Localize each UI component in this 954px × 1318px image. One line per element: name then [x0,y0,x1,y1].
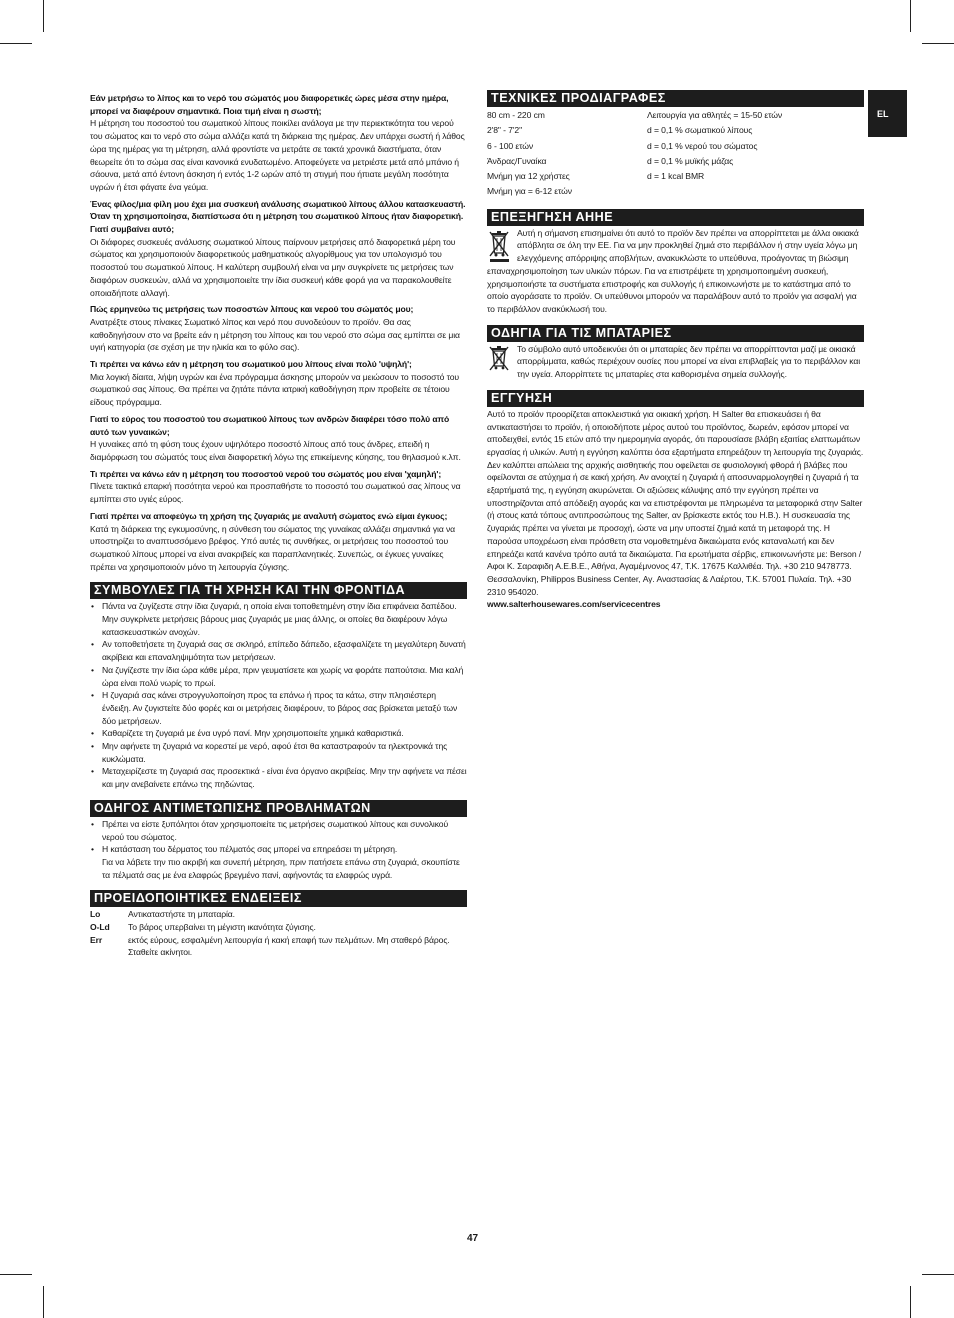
warning-text: εκτός εύρους, εσφαλμένη λειτουργία ή κακή επαφή των πελμάτων. Μη σταθερό βάρος. Σταθείτε ακίνητοι. [128,934,450,958]
faq-item [90,92,467,194]
faq-answer: Ανατρέξτε στους πίνακες Σωματικό λίπος και νερό που συνοδεύουν το προϊόν. Θα σας καθοδηγήσουν στο να βρείτε εάν η μέτρηση του λίπους και του νερού στο σώμα σας εμπίπτει σε μια υγιή κατηγορία (σε σχέση με την ηλικία και το φύλο σας). [90,316,460,353]
faq-answer: Οι διάφορες συσκευές ανάλυσης σωματικού λίπους παίρνουν μετρήσεις από διαφορετικά μέρη του σώματος και χρησιμοποιούν διαφορετικούς μαθηματικούς αλγορίθμους για τον υπολογισμό του ποσοστού του σωματικού λίπους. Η καλύτερη συμβουλή είναι να μην συγκρίνετε τις μετρήσεις των διαφόρων συσκευών, αλλά να χρησιμοποιείτε την ίδια συσκευή κάθε φορά για να παρακολουθείτε οποιαδήποτε αλλαγή. [90,236,456,298]
list-item [90,638,467,663]
table-row [90,908,467,921]
list-item [90,843,467,881]
battery-heading: ΟΔΗΓΙΑ ΓΙΑ ΤΙΣ ΜΠΑΤΑΡΙΕΣ [487,325,864,342]
page-number: 47 [467,1233,479,1244]
list-item-text: Να ζυγίζεστε την ίδια ώρα κάθε μέρα, πριν γευματίσετε και χωρίς να φοράτε παπούτσια. Μια καλή ώρα είναι πολύ νωρίς το πρωί. [102,664,464,688]
list-item-text: Μην αφήνετε τη ζυγαριά να κορεστεί με νερό, αφού έτσι θα καταστραφούν τα ηλεκτρονικά της κυκλώματα. [102,741,448,764]
battery-paragraph [487,343,864,381]
faq-section [90,92,467,573]
faq-answer: Η γυναίκες από τη φύση τους έχουν υψηλότερο ποσοστό λίπους από τους άνδρες, επειδή η διαμόρφωση του σώματός τους είναι διαφορετική λόγω της επικείμενης κύησης, του θηλασμού κ.λπ. [90,439,461,462]
crossed-bin-icon [487,345,513,371]
faq-answer: Μια λογική δίαιτα, λήψη υγρών και ένα πρόγραμμα άσκησης μπορούν να μειώσουν το ποσοστό του σωματικού σας λίπους. Θα πρέπει να ζητάτε πάντα ιατρική καθοδήγηση πριν προβείτε σε τέτοιου είδους πρόγραμμα. [90,371,460,408]
troubleshooting-heading: ΟΔΗΓΟΣ ΑΝΤΙΜΕΤΩΠΙΣΗΣ ΠΡΟΒΛΗΜΑΤΩΝ [90,800,467,817]
service-url-link[interactable]: www.salterhousewares.com/servicecentres [487,599,661,610]
spec-cell: 6 - 100 ετών [487,140,534,151]
warnings-heading: ΠΡΟΕΙΔΟΠΟΙΗΤΙΚΕΣ ΕΝΔΕΙΞΕΙΣ [90,890,467,907]
crop-mark [43,1286,44,1318]
list-item-text: Η ζυγαριά σας κάνει στρογγυλοποίηση προς τα επάνω ή προς τα κάτω, στην πλησιέστερη ένδειξη. Αν ζυγιστείτε δύο φορές και οι μετρήσεις διαφέρουν, το βάρος σας βρίσκεται μεταξύ των δύο μετρήσεων. [102,690,458,726]
crossed-bin-icon [487,229,513,263]
weee-text: Αυτή η σήμανση επισημαίνει ότι αυτό το προϊόν δεν πρέπει να απορρίπτεται με άλλα οικιακά απόβλητα σε όλη την ΕΕ. Για να μην προκληθεί ζημιά στο περιβάλλον ή στην υγεία λόγω μη ελεγχόμενης απόρριψης αποβλήτων, ανακυκλώστε το υπεύθυνα, προάγοντας τη βιώσιμη επαναχρησιμοποίηση των υλικών πόρων. Για να επιστρέψετε τη χρησιμοποιημένη συσκευή, χρησιμοποιήστε τα συστήματα επιστροφής και συλλογής ή επικοινωνήστε με το κατάστημα από το οποίο αγοράσατε το προϊόν. Οι υπεύθυνοι μπορούν να παραλάβουν αυτό το προϊόν για ασφαλή για το περιβάλλον ανακύκλωσή του. [487,227,859,314]
list-item-text: Καθαρίζετε τη ζυγαριά με ένα υγρό πανί. Μην χρησιμοποιείτε χημικά καθαριστικά. [102,728,404,739]
list-item-continuation: Μην συγκρίνετε μετρήσεις βάρους μιας ζυγαριάς με μιας άλλης, οι οποίες θα διαφέρουν λόγω κατασκευαστικών ανοχών. [102,614,448,637]
table-row [487,139,864,154]
crop-mark [0,43,32,44]
faq-question: Γιατί πρέπει να αποφεύγω τη χρήση της ζυγαριάς με αναλυτή σώματος ενώ είμαι έγκυος; [90,510,448,521]
faq-question: Ένας φίλος/μια φίλη μου έχει μια συσκευή ανάλυσης σωματικού λίπους άλλου κατασκευαστή. Όταν τη χρησιμοποίησα, διαπίστωσα ότι η μέτρηση του σωματικού λίπους ήταν διαφορετική. Γιατί συμβαίνει αυτό; [90,198,466,235]
list-item [90,818,467,843]
faq-question: Εάν μετρήσω το λίπος και το νερό του σώματός μου διαφορετικές ώρες μέσα στην ημέρα, μπορεί να διαφέρουν σημαντικά. Ποια τιμή είναι η σωστή; [90,93,449,116]
crop-mark [922,43,954,44]
faq-item [90,303,467,354]
list-item [90,689,467,727]
list-item [90,727,467,740]
warning-code: O-Ld [90,922,110,933]
table-row [487,123,864,138]
list-item-text: Μεταχειρίζεστε τη ζυγαριά σας προσεκτικά - είναι ένα όργανο ακριβείας. Μην την αφήνετε να πέσει και μην ανεβαίνετε επάνω της πηδώντας. [102,766,467,790]
crop-mark [0,1274,32,1275]
table-row [487,169,864,184]
spec-cell: d = 0,1 % νερού του σώματος [647,140,758,151]
weee-paragraph [487,227,864,316]
right-column [487,90,864,611]
spec-cell: 80 cm - 220 cm [487,110,545,120]
spec-cell: Άνδρας/Γυναίκα [487,155,547,166]
table-row [90,934,467,959]
list-item [90,664,467,689]
list-item-text: Πάντα να ζυγίζεστε στην ίδια ζυγαριά, η οποία είναι τοποθετημένη στην ίδια επιφάνεια δαπέδου. [102,601,457,612]
crop-mark [910,1286,911,1318]
warning-code: Err [90,934,103,945]
warning-code: Lo [90,909,101,920]
spec-cell: d = 0,1 % μυϊκής μάζας [647,155,734,166]
faq-question: Τι πρέπει να κάνω εάν η μέτρηση του σωματικού μου λίπους είναι πολύ 'υψηλή'; [90,359,412,370]
warranty-text: Αυτό το προϊόν προορίζεται αποκλειστικά για οικιακή χρήση. Η Salter θα επισκευάσει ή θα αντικαταστήσει το προϊόν, ή οποιοδήποτε μέρος αυτού του προϊόντος, δωρεάν, εφόσον μπορεί να αποδειχθεί, εντός 15 ετών από την ημερομηνία αγοράς, ότι παρουσίασε βλάβη εξαιτίας ελαττωμάτων εργασίας ή υλικών. Αυτή η εγγύηση καλύπτει όσα εξαρτήματα επηρεάζουν τη λειτουργία της ζυγαριάς. Δεν καλύπτει απώλεια της αρχικής αισθητικής που οφείλεται σε φυσιολογική φθορά ή βλάβες που οφείλονται σε ατύχημα ή σε κακή χρήση. Αν ανοιχτεί η ζυγαριά ή αποσυναρμολογηθεί η ζυγαριά ή τα εξαρτήματά της, η εγγύηση ακυρώνεται. Οι αξιώσεις κάλυψης από την εγγύηση πρέπει να υποστηρίζονται από απόδειξη αγοράς και να επιστρέφονται με πληρωμένα τα μεταφορικά στην Salter (ή στους κατά τόπους αντιπροσώπους της Salter, αν βρίσκεστε εκτός του Η.Β.). Η συσκευασία της ζυγαριάς πρέπει να γίνεται με προσοχή, ώστε να μην υποστεί ζημιά κατά τη μεταφορά της. Η παρούσα υποχρέωση είναι πρόσθετη στα νομοθετημένα δικαιώματα ενός καταναλωτή και δεν επηρεάζει κατά κανένα τρόπο αυτά τα δικαιώματα. Για ερωτήματα σέρβις, επικοινωνήστε με: Berson / Αφοι Κ. Σαραφιδη Α.Ε.Β.Ε., Αθήνα, Αγαμέμνονος 47, Τ.Κ. 17675 Καλλιθέα. Τηλ. +30 210 9478773. Θεσσαλονίκη, Philippos Business Center, Αγ. Αναστασίας & Λαέρτου, Τ.Κ. 57001 Πυλαία. Τηλ. +30 2310 954020. [487,408,864,597]
troubleshooting-list [90,818,467,882]
list-item-text: Η κατάσταση του δέρματος του πέλματός σας μπορεί να επηρεάσει τη μέτρηση. [102,844,398,855]
table-row [487,154,864,169]
crop-mark [43,0,44,32]
table-row [487,108,864,123]
spec-cell: d = 1 kcal BMR [647,171,705,182]
specs-heading: ΤΕΧΝΙΚΕΣ ΠΡΟΔΙΑΓΡΑΦΕΣ [487,90,864,107]
language-tab: EL [868,90,907,137]
faq-answer: Κατά τη διάρκεια της εγκυμοσύνης, η σύνθεση του σώματος της γυναίκας αλλάζει σημαντικά για να υποστηρίζει το αναπτυσσόμενο βρέφος. Υπό αυτές τις συνθήκες, οι μετρήσεις του ποσοστού του σωματικού λίπους μπορεί να είναι ανακριβείς και παραπλανητικές. Συνεπώς, οι έγκυες γυναίκες πρέπει να χρησιμοποιούν μόνο τη λειτουργία ζύγισης. [90,523,456,572]
battery-text: Το σύμβολο αυτό υποδεικνύει ότι οι μπαταρίες δεν πρέπει να απορρίπτονται μαζί με οικιακά απορρίμματα, καθώς περιέχουν ουσίες που μπορεί να είναι επιβλαβείς για το περιβάλλον και την υγεία. Απορρίπτετε τις μπαταρίες στα καθορισμένα σημεία συλλογής. [517,343,861,380]
list-item [90,600,467,638]
warranty-heading: ΕΓΓΥΗΣΗ [487,390,864,407]
list-item-text: Πρέπει να είστε ξυπόλητοι όταν χρησιμοποιείτε τις μετρήσεις σωματικού λίπους και συνολικού νερού του σώματος. [102,818,449,842]
faq-answer: Πίνετε τακτικά επαρκή ποσότητα νερού και προσπαθήστε το ποσοστό του σωματικού σας λίπους να εμπίπτει στο υγιές εύρος. [90,481,461,505]
faq-question: Γιατί το εύρος του ποσοστού του σωματικού λίπους των ανδρών διαφέρει τόσο πολύ από αυτό των γυναικών; [90,413,450,437]
list-item [90,765,467,790]
specs-table [487,108,864,200]
faq-item [90,198,467,300]
faq-question: Πώς ερμηνεύω τις μετρήσεις των ποσοστών λίπους και νερού του σώματός μου; [90,304,414,315]
spec-cell [647,184,864,199]
faq-item [90,468,467,506]
list-item [90,740,467,765]
spec-cell: Λειτουργία για αθλητές = 15-50 ετών [647,110,783,120]
tips-heading: ΣΥΜΒΟΥΛΕΣ ΓΙΑ ΤΗ ΧΡΗΣΗ ΚΑΙ ΤΗΝ ΦΡΟΝΤΙΔΑ [90,582,467,599]
table-row [90,921,467,934]
list-item-text: Αν τοποθετήσετε τη ζυγαριά σας σε σκληρό, επίπεδο δάπεδο, εξασφαλίζετε τη μεγαλύτερη δυνατή ακρίβεια και επαναληψιμότητα των μετρήσεων. [102,639,466,663]
warnings-table [90,908,467,959]
faq-item [90,413,467,464]
faq-item [90,358,467,409]
table-row [487,184,864,199]
spec-cell: 2'8" - 7'2" [487,125,523,136]
warning-text: Το βάρος υπερβαίνει τη μέγιστη ικανότητα ζύγισης. [128,922,316,933]
tips-list [90,600,467,791]
weee-heading: ΕΠΕΞΗΓΗΣΗ ΑΗΗΕ [487,209,864,226]
left-column [90,92,467,959]
crop-mark [922,1274,954,1275]
list-item-continuation: Για να λάβετε την πιο ακριβή και συνεπή μέτρηση, πριν πατήσετε επάνω στη ζυγαριά, σκουπίστε τα πέλματά σας με ένα ελαφρώς βρεγμένο πανί, αφήνοντάς τα ελαφρώς υγρά. [102,856,460,880]
faq-question: Τι πρέπει να κάνω εάν η μέτρηση του ποσοστού νερού του σώματός μου είναι 'χαμηλή'; [90,468,442,479]
faq-item [90,510,467,574]
warning-text: Αντικαταστήστε τη μπαταρία. [128,909,235,920]
crop-mark [910,0,911,32]
faq-answer: Η μέτρηση του ποσοστού του σωματικού λίπους ποικίλει ανάλογα με την περιεκτικότητα του νερού του σώματος και το νερό στο σώμα αλλάζει κατά τη διάρκεια της ημέρας. Δεν υπάρχει σωστή ή λάθος ώρα της ημέρας για τη μέτρηση, αλλά φροντίστε να μετράτε σε τακτά χρονικά διαστήματα, όταν θεωρείτε ότι το σώμα σας είναι κανονικά ενυδατωμένο. Αποφεύγετε να μετριέστε μετά από μπάνιο ή σάουνα, μετά από έντονη άσκηση ή εντός 1-2 ωρών από τη στιγμή που ήπιατε μεγάλη ποσότητα υγρών ή έτσι φάγατε ένα γεύμα. [90,118,465,192]
spec-cell: Μνήμη για = 6-12 ετών [487,186,572,197]
spec-cell: d = 0,1 % σωματικού λίπους [647,125,753,136]
spec-cell: Μνήμη για 12 χρήστες [487,171,570,182]
